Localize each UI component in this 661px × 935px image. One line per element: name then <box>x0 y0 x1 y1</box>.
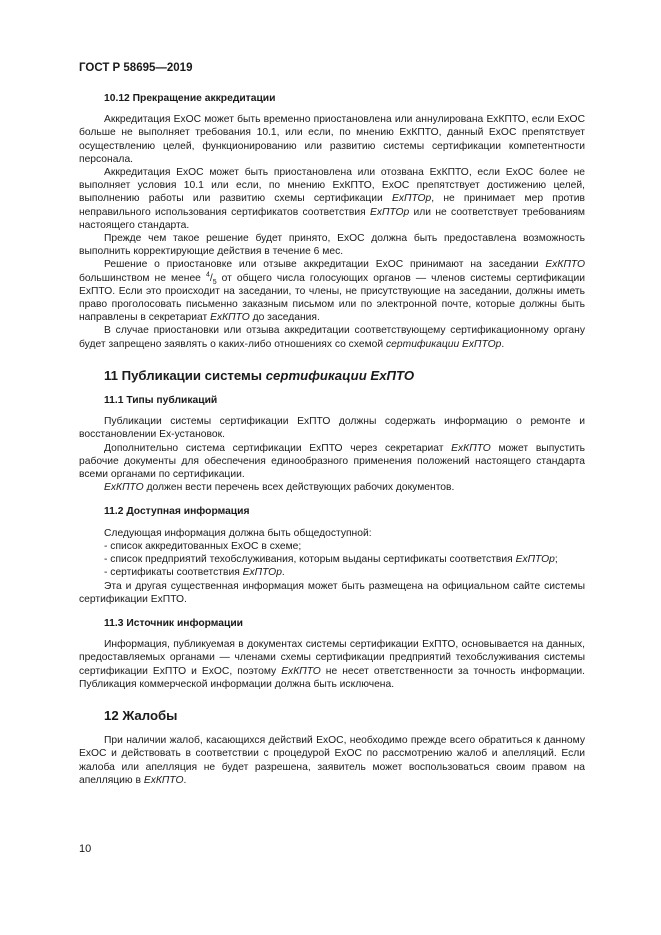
section-11-1-heading: 11.1 Типы публикаций <box>104 395 218 407</box>
standard-designation: ГОСТ Р 58695—2019 <box>79 62 193 74</box>
fraction-denominator: 5 <box>212 278 217 286</box>
list-item: - сертификаты соответствия ExПТОр. <box>104 567 285 579</box>
list-item: - список предприятий техобслуживания, которым выданы сертификаты соответствия ExПТОр; <box>104 554 558 566</box>
section-11-heading: 11 Публикации системы сертификации ExПТО <box>104 367 415 383</box>
paragraph: Дополнительно система сертификации ExПТО через секретариат ExКПТО может выпустить рабочие документы для обеспечения единообразного применения положений настоящего стандарта всеми органами по сертификации. <box>79 442 586 481</box>
paragraph: Следующая информация должна быть общедоступной: <box>104 527 372 539</box>
section-11-2-heading: 11.2 Доступная информация <box>104 506 250 518</box>
paragraph: Публикации системы сертификации ExПТО должны содержать информацию о ремонте и восстановлении Ex-установок. <box>79 416 585 441</box>
section-11-3-heading: 11.3 Источник информации <box>104 617 244 629</box>
list-item: - список аккредитованных ExOC в схеме; <box>104 540 302 552</box>
paragraph: При наличии жалоб, касающихся действий ExOC, необходимо прежде всего обратиться к данному ExOC и действовать в соответствии с процедурой ExOC по рассмотрению жалоб и апелляций. Если жалоба или апелляция не будет разрешена, заявитель может воспользоваться своим правом на апелляцию в ExКПТО. <box>79 735 585 786</box>
section-10-12-heading: 10.12 Прекращение аккредитации <box>104 93 276 104</box>
page-content <box>79 92 585 787</box>
fraction-slash: / <box>209 272 213 284</box>
paragraph: В случае приостановки или отзыва аккредитации соответствующему сертификационному органу будет запрещено заявлять о каких-либо отношениях со схемой сертификации ExПТОр. <box>79 325 585 350</box>
paragraph: Решение о приостановке или отзыве аккредитации ExOC принимают на заседании ExКПТО большинством не менее $^4/_5$ от общего числа голосующих органов — членов системы сертификации ExПТО. Если это происходит на заседании, то члены, не присутствующие на заседании, должны иметь право проголосовать письменно заказным письмом или по электронной почте, которые должны быть направлены в секретариат ExКПТО до заседания. <box>79 259 586 324</box>
paragraph: ExКПТО должен вести перечень всех действующих рабочих документов. <box>104 482 455 494</box>
section-12-heading: 12 Жалобы <box>104 707 178 723</box>
paragraph: Прежде чем такое решение будет принято, ExOC должна быть предоставлена возможность выполнить корректирующие действия в течение 6 мес. <box>79 233 585 258</box>
fraction-numerator: 4 <box>205 271 210 279</box>
paragraph: Аккредитация ExOC может быть временно приостановлена или аннулирована ExКПТО, если ExOC больше не выполняет требования 10.1, или если, по мнению ExКПТО, данный ExOC препятствует осуществлению целей, функционированию или развитию системы сертификации компетентности персонала. <box>79 114 585 165</box>
page-number: 10 <box>79 843 92 855</box>
paragraph: Эта и другая существенная информация может быть размещена на официальном сайте системы сертификации ExПТО. <box>79 580 585 605</box>
paragraph: Аккредитация ExOC может быть приостановлена или отозвана ExКПТО, если ExOC более не выполняет условия 10.1 или если, по мнению ExКПТО, ExOC препятствует достижению целей, выполнению работы или развитию схемы сертификации ExПТОр, не принимает мер против неправильного использования сертификатов соответствия ExПТОр или не соответствует требованиям настоящего стандарта. <box>79 167 585 231</box>
paragraph: Информация, публикуемая в документах системы сертификации ExПТО, основывается на данных, предоставляемых органами — членами схемы сертификации предприятий техобслуживания системы сертификации ExПТО и ExOC, поэтому ExКПТО не несет ответственности за точность информации. Публикация коммерческой информации должна быть исключена. <box>79 639 585 690</box>
